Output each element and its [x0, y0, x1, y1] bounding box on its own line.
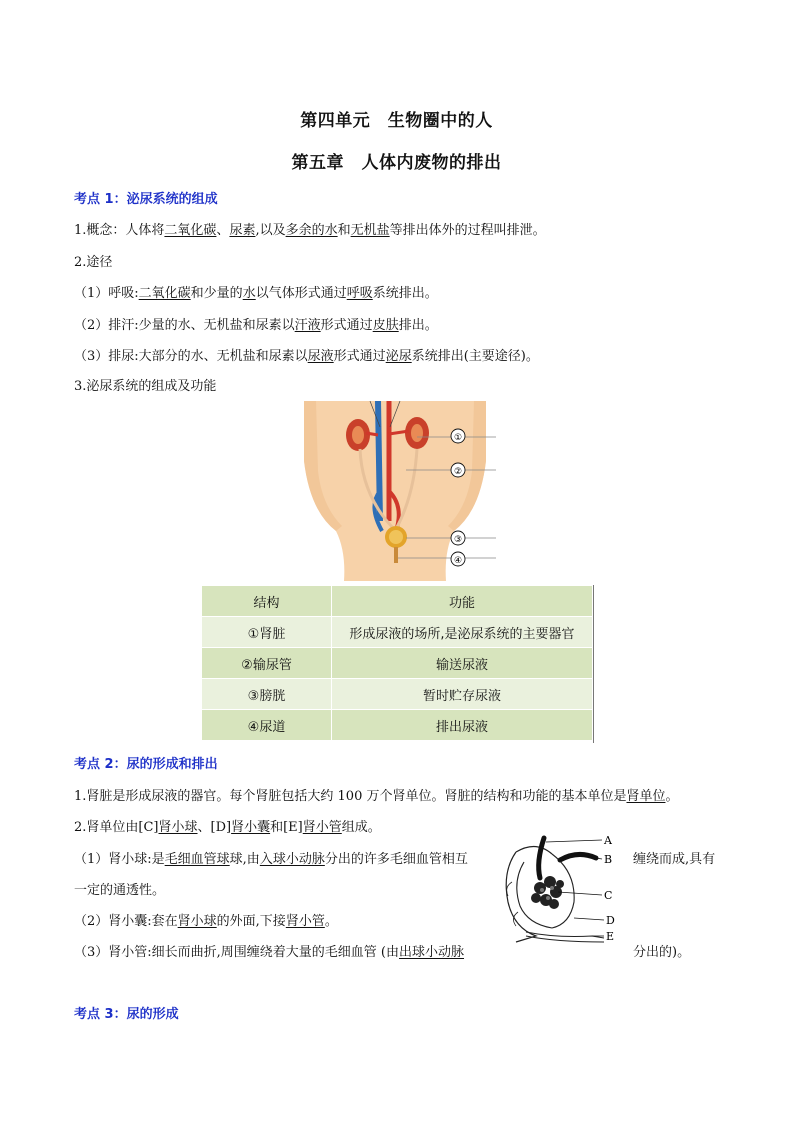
table-cell: ④尿道: [202, 710, 332, 741]
answer-blank: 尿素: [229, 223, 256, 238]
text: 1.肾脏是形成尿液的器官。每个肾脏包括大约 100 万个肾单位。肾脏的结构和功能的基本单位是: [74, 789, 627, 804]
text: （1）肾小球:是: [74, 852, 165, 867]
table-row: [202, 648, 593, 679]
path-label: 2.途径: [74, 255, 113, 270]
table-cell: 暂时贮存尿液: [332, 679, 593, 710]
figure-label-b: B: [604, 853, 613, 866]
text: 等排出体外的过程叫排泄。: [389, 223, 546, 238]
table-cell: ②输尿管: [202, 648, 332, 679]
text: （1）呼吸:: [74, 286, 139, 301]
text: 。: [324, 914, 338, 929]
tubule-line-right: 分出的)。: [633, 945, 691, 960]
text: 系统排出。: [372, 286, 438, 301]
text: 、[D]: [197, 820, 232, 835]
nephron-figure: [496, 832, 628, 944]
text: 以气体形式通过: [255, 286, 347, 301]
table-right-border: [593, 585, 594, 743]
section1-heading: 考点 1：泌尿系统的组成: [74, 192, 218, 207]
structure-function-table: [201, 585, 593, 741]
answer-blank: 多余的水: [285, 223, 338, 238]
table-header-row: [202, 586, 593, 617]
answer-blank: 无机盐: [350, 223, 390, 238]
table-cell: ①肾脏: [202, 617, 332, 648]
answer-blank: 入球小动脉: [259, 852, 325, 867]
text: 排出。: [398, 318, 438, 333]
answer-blank: 尿液: [307, 349, 334, 364]
table-row: [202, 617, 593, 648]
concept-line: [74, 219, 546, 238]
figure-label-3: ③: [453, 535, 463, 545]
text: 2.肾单位由[C]: [74, 820, 159, 835]
table-cell: 形成尿液的场所,是泌尿系统的主要器官: [332, 617, 593, 648]
table-row: [202, 679, 593, 710]
answer-blank: 肾单位: [626, 789, 666, 804]
answer-blank: 呼吸: [346, 286, 373, 301]
answer-blank: 肾小囊: [231, 820, 271, 835]
text: 形式通过: [333, 349, 386, 364]
table-cell: ③膀胱: [202, 679, 332, 710]
figure-label-4: ④: [453, 556, 463, 566]
answer-blank: 泌尿: [385, 349, 412, 364]
answer-blank: 二氧化碳: [164, 223, 217, 238]
text: 、: [216, 223, 230, 238]
figure-label-a: A: [604, 834, 612, 847]
capsule-line: [74, 910, 338, 929]
table-header-structure: 结构: [202, 586, 332, 617]
tubule-line: [74, 941, 464, 960]
table-row: [202, 710, 593, 741]
kidney-line: [74, 785, 679, 804]
text: 系统排出(主要途径)。: [411, 349, 539, 364]
text: 组成。: [341, 820, 381, 835]
text: 和[E]: [270, 820, 303, 835]
answer-blank: 汗液: [294, 318, 321, 333]
figure-label-c: C: [604, 889, 613, 902]
section3-heading: 考点 3：尿的形成: [74, 1007, 179, 1022]
text: （2）排汗:少量的水、无机盐和尿素以: [74, 318, 295, 333]
figure-label-d: D: [606, 914, 615, 927]
text: 形式通过: [320, 318, 373, 333]
answer-blank: 肾小球: [158, 820, 198, 835]
urinary-system-figure: [296, 401, 498, 581]
section2-heading: 考点 2：尿的形成和排出: [74, 757, 218, 772]
answer-blank: 二氧化碳: [138, 286, 191, 301]
glomerulus-line-cont: 一定的通透性。: [74, 883, 166, 898]
text: （3）排尿:大部分的水、无机盐和尿素以: [74, 349, 308, 364]
answer-blank: 出球小动脉: [399, 945, 465, 960]
answer-blank: 肾小球: [177, 914, 217, 929]
answer-blank: 皮肤: [372, 318, 399, 333]
table-cell: 排出尿液: [332, 710, 593, 741]
composition-label: 3.泌尿系统的组成及功能: [74, 379, 217, 394]
breath-line: [74, 282, 438, 301]
text: 和: [337, 223, 351, 238]
text: 1.概念：人体将: [74, 223, 165, 238]
urine-line: [74, 345, 539, 364]
figure-label-1: ①: [453, 433, 463, 443]
table-cell: 输送尿液: [332, 648, 593, 679]
text: （3）肾小管:细长而曲折,周围缠绕着大量的毛细血管 (由: [74, 945, 399, 960]
glomerulus-line: [74, 848, 468, 867]
sweat-line: [74, 314, 438, 333]
answer-blank: 肾小管: [302, 820, 342, 835]
text: ,以及: [255, 223, 286, 238]
figure-label-e: E: [606, 930, 615, 943]
text: 。: [665, 789, 679, 804]
text: （2）肾小囊:套在: [74, 914, 178, 929]
answer-blank: 水: [242, 286, 256, 301]
table-header-function: 功能: [332, 586, 593, 617]
text: 球,由: [229, 852, 260, 867]
answer-blank: 肾小管: [285, 914, 325, 929]
figure-label-2: ②: [453, 467, 463, 477]
text: 和少量的: [190, 286, 243, 301]
unit-title: 第四单元 生物圈中的人: [300, 111, 493, 131]
chapter-title: 第五章 人体内废物的排出: [291, 153, 502, 173]
glomerulus-line-right: 缠绕而成,具有: [633, 852, 716, 867]
text: 分出的许多毛细血管相互: [324, 852, 468, 867]
text: 的外面,下接: [216, 914, 286, 929]
answer-blank: 毛细血管球: [164, 852, 230, 867]
nephron-line: [74, 816, 381, 835]
